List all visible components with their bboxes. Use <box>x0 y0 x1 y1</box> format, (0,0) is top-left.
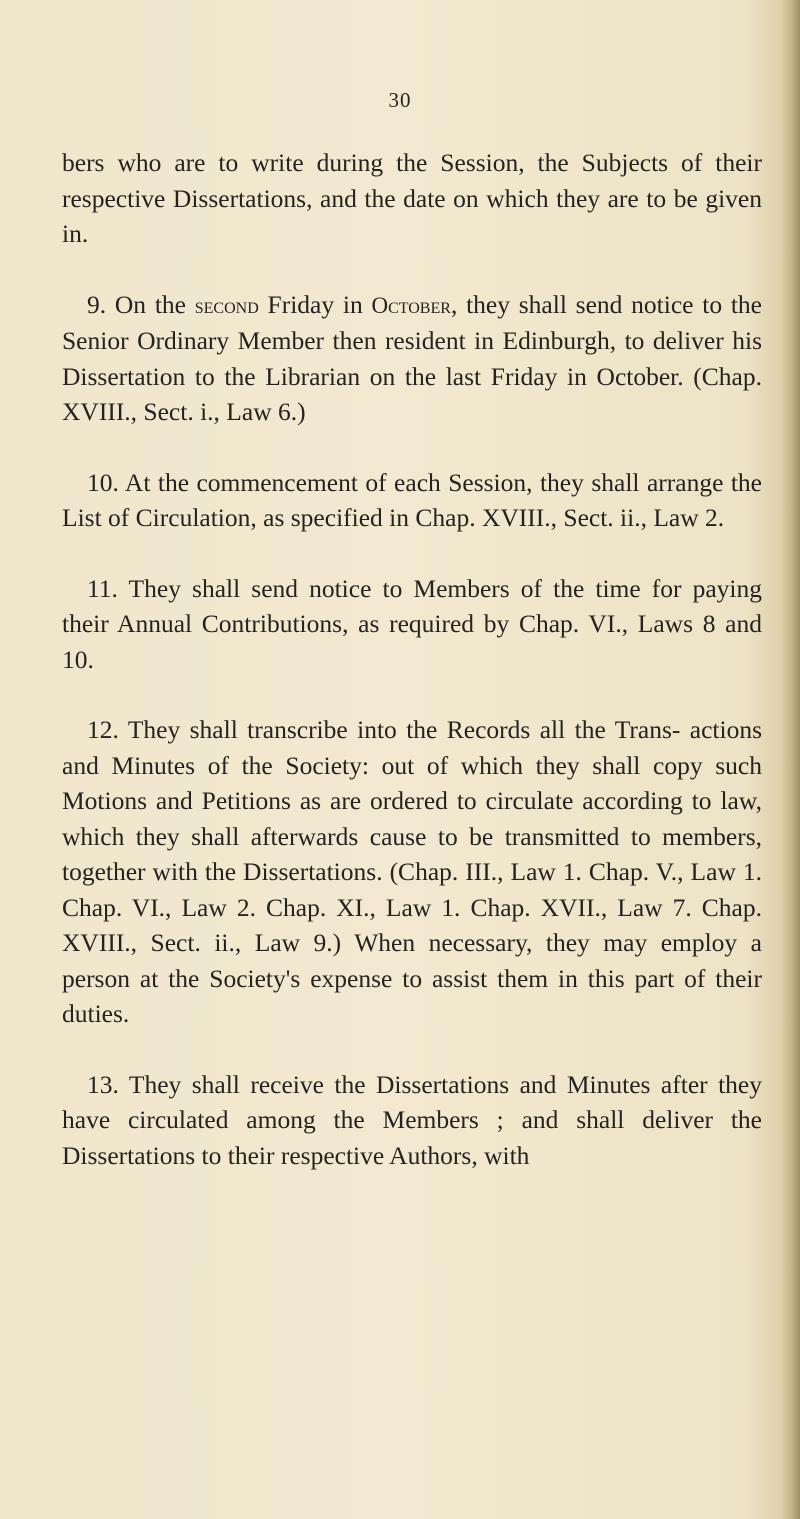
paragraph-13: 13. They shall receive the Dissertations and Minutes after they have circulated among the Members ; and shall deliver the Dissertations to their respective Authors, with <box>62 1069 762 1170</box>
body-text <box>62 145 762 1208</box>
page-number: 30 <box>388 88 412 112</box>
paragraph-continued: bers who are to write during the Session, the Subjects of their respective Dissertations, and the date on which they are to be given in. <box>62 148 762 248</box>
page-edge-shadow <box>782 0 800 1519</box>
paragraph-11: 11. They shall send notice to Members of the time for paying their Annual Contributions, as required by Chap. VI., Laws 8 and 10. <box>62 573 762 674</box>
paragraph-12: 12. They shall transcribe into the Records all the Trans- actions and Minutes of the Society: out of which they shall copy such Motions and Petitions as are ordered to circulate according to law, which they shall afterwards cause to be transmitted to members, together with the Dissertations. (Chap. III., Law 1. Chap. V., Law 1. Chap. VI., Law 2. Chap. XI., Law 1. Chap. XVII., Law 7. Chap. XVIII., Sect. ii., Law 9.) When necessary, they may employ a person at the Society's expense to assist them in this part of their duties. <box>62 715 762 1028</box>
paragraph-10: 10. At the commencement of each Session, they shall arrange the List of Circulation, as specified in Chap. XVIII., Sect. ii., Law 2. <box>62 467 762 532</box>
paragraph-9-october: October <box>371 292 451 318</box>
paragraph-9-start: 9. On the <box>87 289 195 319</box>
paragraph-9 <box>62 287 762 430</box>
paragraph-9-second: second <box>194 292 259 318</box>
paragraph-9-middle: Friday in <box>258 289 372 319</box>
paragraph-9-end: , they shall send notice to the Senior Ordinary Member then resident in Edinburgh, to deliver his Dissertation to the Librarian on the last Friday in October. (Chap. XVIII., Sect. i., Law 6.) <box>62 289 762 426</box>
